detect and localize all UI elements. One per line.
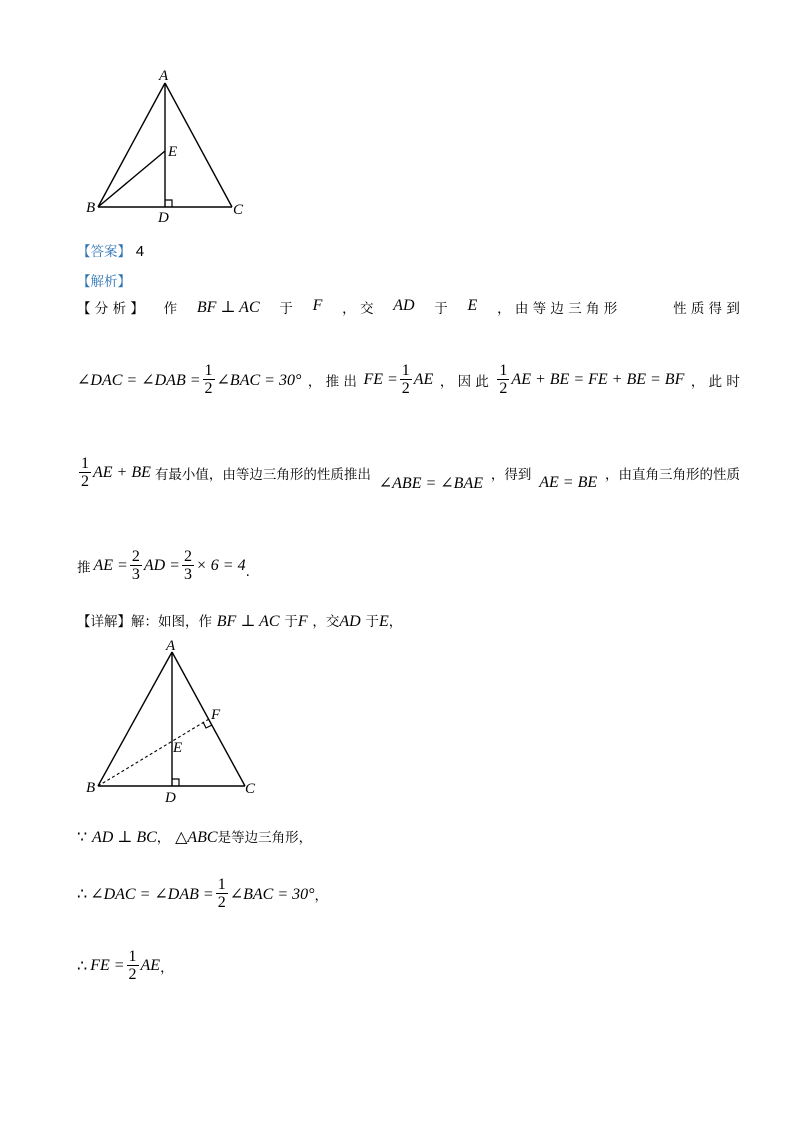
fraction — [497, 362, 509, 397]
analysis-line-1 — [77, 297, 740, 317]
dashed-segment-bf — [98, 719, 209, 786]
numerator: 1 — [81, 455, 89, 472]
math: × 6 = 4 — [195, 556, 246, 574]
analysis-line-2 — [77, 362, 740, 397]
label-c: C — [245, 781, 256, 797]
fraction — [127, 948, 139, 983]
numerator: 2 — [183, 548, 192, 565]
answer-tag: 【答案】 — [77, 244, 131, 260]
text: 于 — [284, 614, 298, 630]
text: 作 — [163, 301, 178, 317]
fraction — [203, 362, 215, 397]
text: ， 交 — [342, 301, 374, 317]
numerator: 2 — [131, 548, 140, 565]
denominator: 2 — [81, 473, 89, 490]
step-1 — [77, 826, 740, 847]
answer-line — [77, 240, 740, 260]
side-ab — [98, 652, 172, 786]
math: BF ⊥ AC — [196, 299, 260, 316]
text: ， 因 此 — [439, 373, 489, 390]
analysis-tag-line — [77, 270, 740, 290]
text: 于 — [279, 301, 293, 317]
math: ∠ABE = ∠BAE — [378, 474, 483, 492]
numerator: 1 — [401, 362, 410, 379]
label-d: D — [158, 210, 169, 226]
denominator: 2 — [128, 966, 137, 983]
label-a: A — [159, 68, 169, 84]
text: ， — [388, 614, 403, 630]
analysis-tag: 【解析】 — [77, 274, 131, 290]
math: AE — [413, 370, 434, 388]
math: AE = — [93, 556, 128, 574]
therefore-symbol: ∴ — [77, 956, 88, 975]
math: AE = BE — [539, 473, 598, 491]
figure-1-triangle — [80, 62, 250, 227]
right-angle-mark-d — [172, 779, 179, 786]
text: 推 — [77, 559, 91, 576]
text: 于 — [365, 614, 379, 630]
math: AD = — [143, 556, 180, 574]
because-symbol: ∵ — [77, 827, 88, 846]
text: ， — [160, 959, 174, 976]
math: ∠DAC = ∠DAB = — [90, 885, 214, 903]
label-a: A — [166, 638, 176, 654]
label-b: B — [86, 200, 96, 216]
step-2 — [77, 876, 740, 911]
step-3 — [77, 948, 740, 983]
math: BF ⊥ AC — [216, 613, 280, 630]
denominator: 2 — [401, 380, 410, 397]
text: . — [245, 563, 250, 580]
math: ∠BAC = 30° — [229, 885, 315, 903]
math: FE = — [363, 370, 398, 388]
fraction — [400, 362, 412, 397]
label-f: F — [211, 707, 221, 723]
numerator: 1 — [204, 362, 213, 379]
detail-line — [77, 610, 740, 631]
figure-2-triangle — [80, 634, 270, 806]
math: AE + BE — [93, 463, 151, 481]
text: ， 推 出 — [307, 373, 357, 390]
label-e: E — [168, 144, 178, 160]
math: AE — [140, 956, 161, 974]
denominator: 2 — [204, 380, 213, 397]
text: ， — [314, 887, 329, 904]
detail-tag: 【详解】 — [77, 614, 131, 630]
analysis-line-3 — [77, 455, 740, 490]
fraction — [182, 548, 194, 583]
math: △ABC — [175, 829, 218, 846]
denominator: 2 — [217, 894, 226, 911]
math: ∠DAC = ∠DAB = — [77, 371, 201, 389]
numerator: 1 — [217, 876, 226, 893]
analysis-line-4 — [77, 548, 740, 583]
label-c: C — [233, 202, 244, 218]
answer-value: 4 — [135, 243, 145, 260]
math: E — [467, 297, 478, 314]
text: ，得到 — [490, 466, 532, 483]
analysis-sub-tag: 【 分 析 】 — [77, 301, 144, 317]
text: 解：如图，作 — [131, 614, 212, 630]
numerator: 1 — [499, 362, 508, 379]
numerator: 1 — [128, 948, 137, 965]
text: ， 由 等 边 三 角 形 — [497, 301, 618, 317]
text: 性 质 得 到 — [673, 301, 740, 317]
segment-be — [98, 151, 165, 207]
text: ，由直角三角形的性质 — [604, 466, 740, 483]
label-e: E — [173, 740, 183, 756]
text: ， — [156, 830, 171, 846]
denominator: 3 — [183, 566, 192, 583]
label-b: B — [86, 780, 96, 796]
fraction — [130, 548, 142, 583]
math: ∠BAC = 30° — [216, 371, 302, 389]
math: E — [378, 613, 389, 630]
text: 于 — [434, 301, 448, 317]
right-angle-mark — [165, 200, 172, 207]
fraction — [79, 455, 91, 490]
fraction — [216, 876, 228, 911]
math: FE = — [90, 956, 125, 974]
math: AE + BE = FE + BE = BF — [511, 370, 685, 388]
text: ，交 — [312, 614, 340, 630]
denominator: 2 — [499, 380, 508, 397]
text: ， 此 时 — [690, 373, 740, 390]
math: AD — [339, 613, 361, 630]
label-d: D — [165, 790, 176, 806]
math: F — [297, 613, 308, 630]
math: AD ⊥ BC — [91, 829, 157, 846]
math: F — [312, 297, 323, 314]
denominator: 3 — [131, 566, 140, 583]
math: AD — [393, 297, 415, 314]
therefore-symbol: ∴ — [77, 884, 88, 903]
text: 有最小值，由等边三角形的性质推出 — [154, 466, 371, 483]
text: 是等边三角形， — [217, 830, 313, 846]
side-ab — [98, 83, 165, 207]
